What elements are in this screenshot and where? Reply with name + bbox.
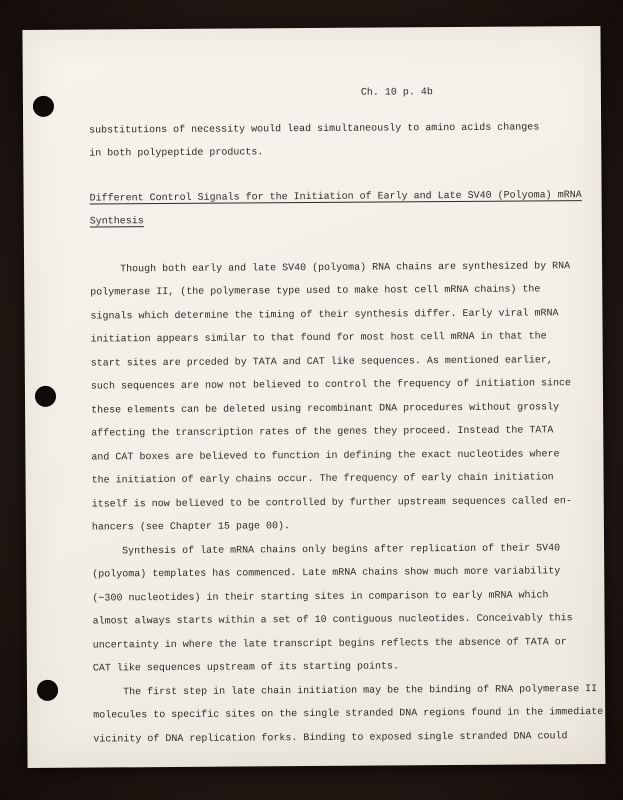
section-heading-line	[90, 183, 602, 210]
hole-punch-icon	[33, 96, 54, 117]
text-line: The first step in late chain initiation may be the binding of RNA polymerase II	[123, 683, 598, 698]
text-line: (∼300 nucleotides) in their starting sites in comparison to early mRNA which	[92, 589, 549, 605]
page-content	[89, 80, 606, 752]
paragraph-early-signals	[90, 254, 604, 540]
hole-punch-icon	[37, 680, 58, 701]
text-line: such sequences are now not believed to control the frequency of initiation since	[90, 378, 572, 393]
text-line: Synthesis of late mRNA chains only begins after replication of their SV40	[122, 542, 561, 557]
intro-paragraph	[89, 115, 601, 166]
text-line: affecting the transcription rates of the genes they proceed. Instead the TATA	[91, 425, 554, 440]
paragraph-late-synthesis	[92, 536, 605, 681]
text-line: vicinity of DNA replication forks. Binding to exposed single stranded DNA could	[93, 730, 568, 746]
text-line: the initiation of early chains occur. The frequency of early chain initiation	[91, 472, 554, 487]
section-heading-text: Different Control Signals for the Initiation of Early and Late SV40 (Polyoma) mRNA	[89, 189, 582, 205]
page-header: Ch. 10 p. 4b	[360, 87, 433, 99]
text-line: CAT like sequences upstream of its starting points.	[92, 661, 399, 675]
text-line: start sites are prceded by TATA and CAT like sequences. As mentioned earlier,	[90, 354, 553, 370]
text-line: initiation appears similar to that found for most host cell mRNA in that the	[90, 331, 547, 346]
text-line: these elements can be deleted using recombinant DNA procedures without grossly	[91, 401, 560, 417]
text-line: substitutions of necessity would lead simultaneously to amino acids changes	[89, 121, 540, 137]
text-line: polymerase II, (the polymerase type used to make host cell mRNA chains) the	[90, 284, 541, 299]
section-heading	[90, 183, 602, 234]
section-heading-line	[90, 207, 602, 234]
text-line: Though both early and late SV40 (polyoma) RNA chains are synthesized by RNA	[120, 260, 571, 275]
text-line: uncertainty in where the late transcript begins reflects the absence of TATA or	[92, 636, 567, 652]
document-page	[22, 26, 605, 768]
paragraph-late-initiation	[93, 677, 605, 751]
text-line: hancers (see Chapter 15 page 00).	[91, 521, 290, 534]
text-line: itself is now believed to be controlled by further upstream sequences called en-	[91, 495, 572, 511]
text-line: signals which determine the timing of their synthesis differ. Early viral mRNA	[90, 307, 559, 323]
text-line: (polyoma) templates has commenced. Late mRNA chains show much more variability	[92, 566, 561, 581]
text-line: molecules to specific sites on the single stranded DNA regions found in the immediate	[93, 706, 604, 722]
hole-punch-icon	[35, 386, 56, 407]
text-line: almost always starts within a set of 10 contiguous nucleotides. Conceivably this	[92, 613, 573, 628]
text-line: in both polypeptide products.	[89, 147, 264, 160]
section-heading-text: Synthesis	[89, 216, 144, 228]
text-line: and CAT boxes are believed to function in defining the exact nucleotides where	[91, 448, 560, 464]
